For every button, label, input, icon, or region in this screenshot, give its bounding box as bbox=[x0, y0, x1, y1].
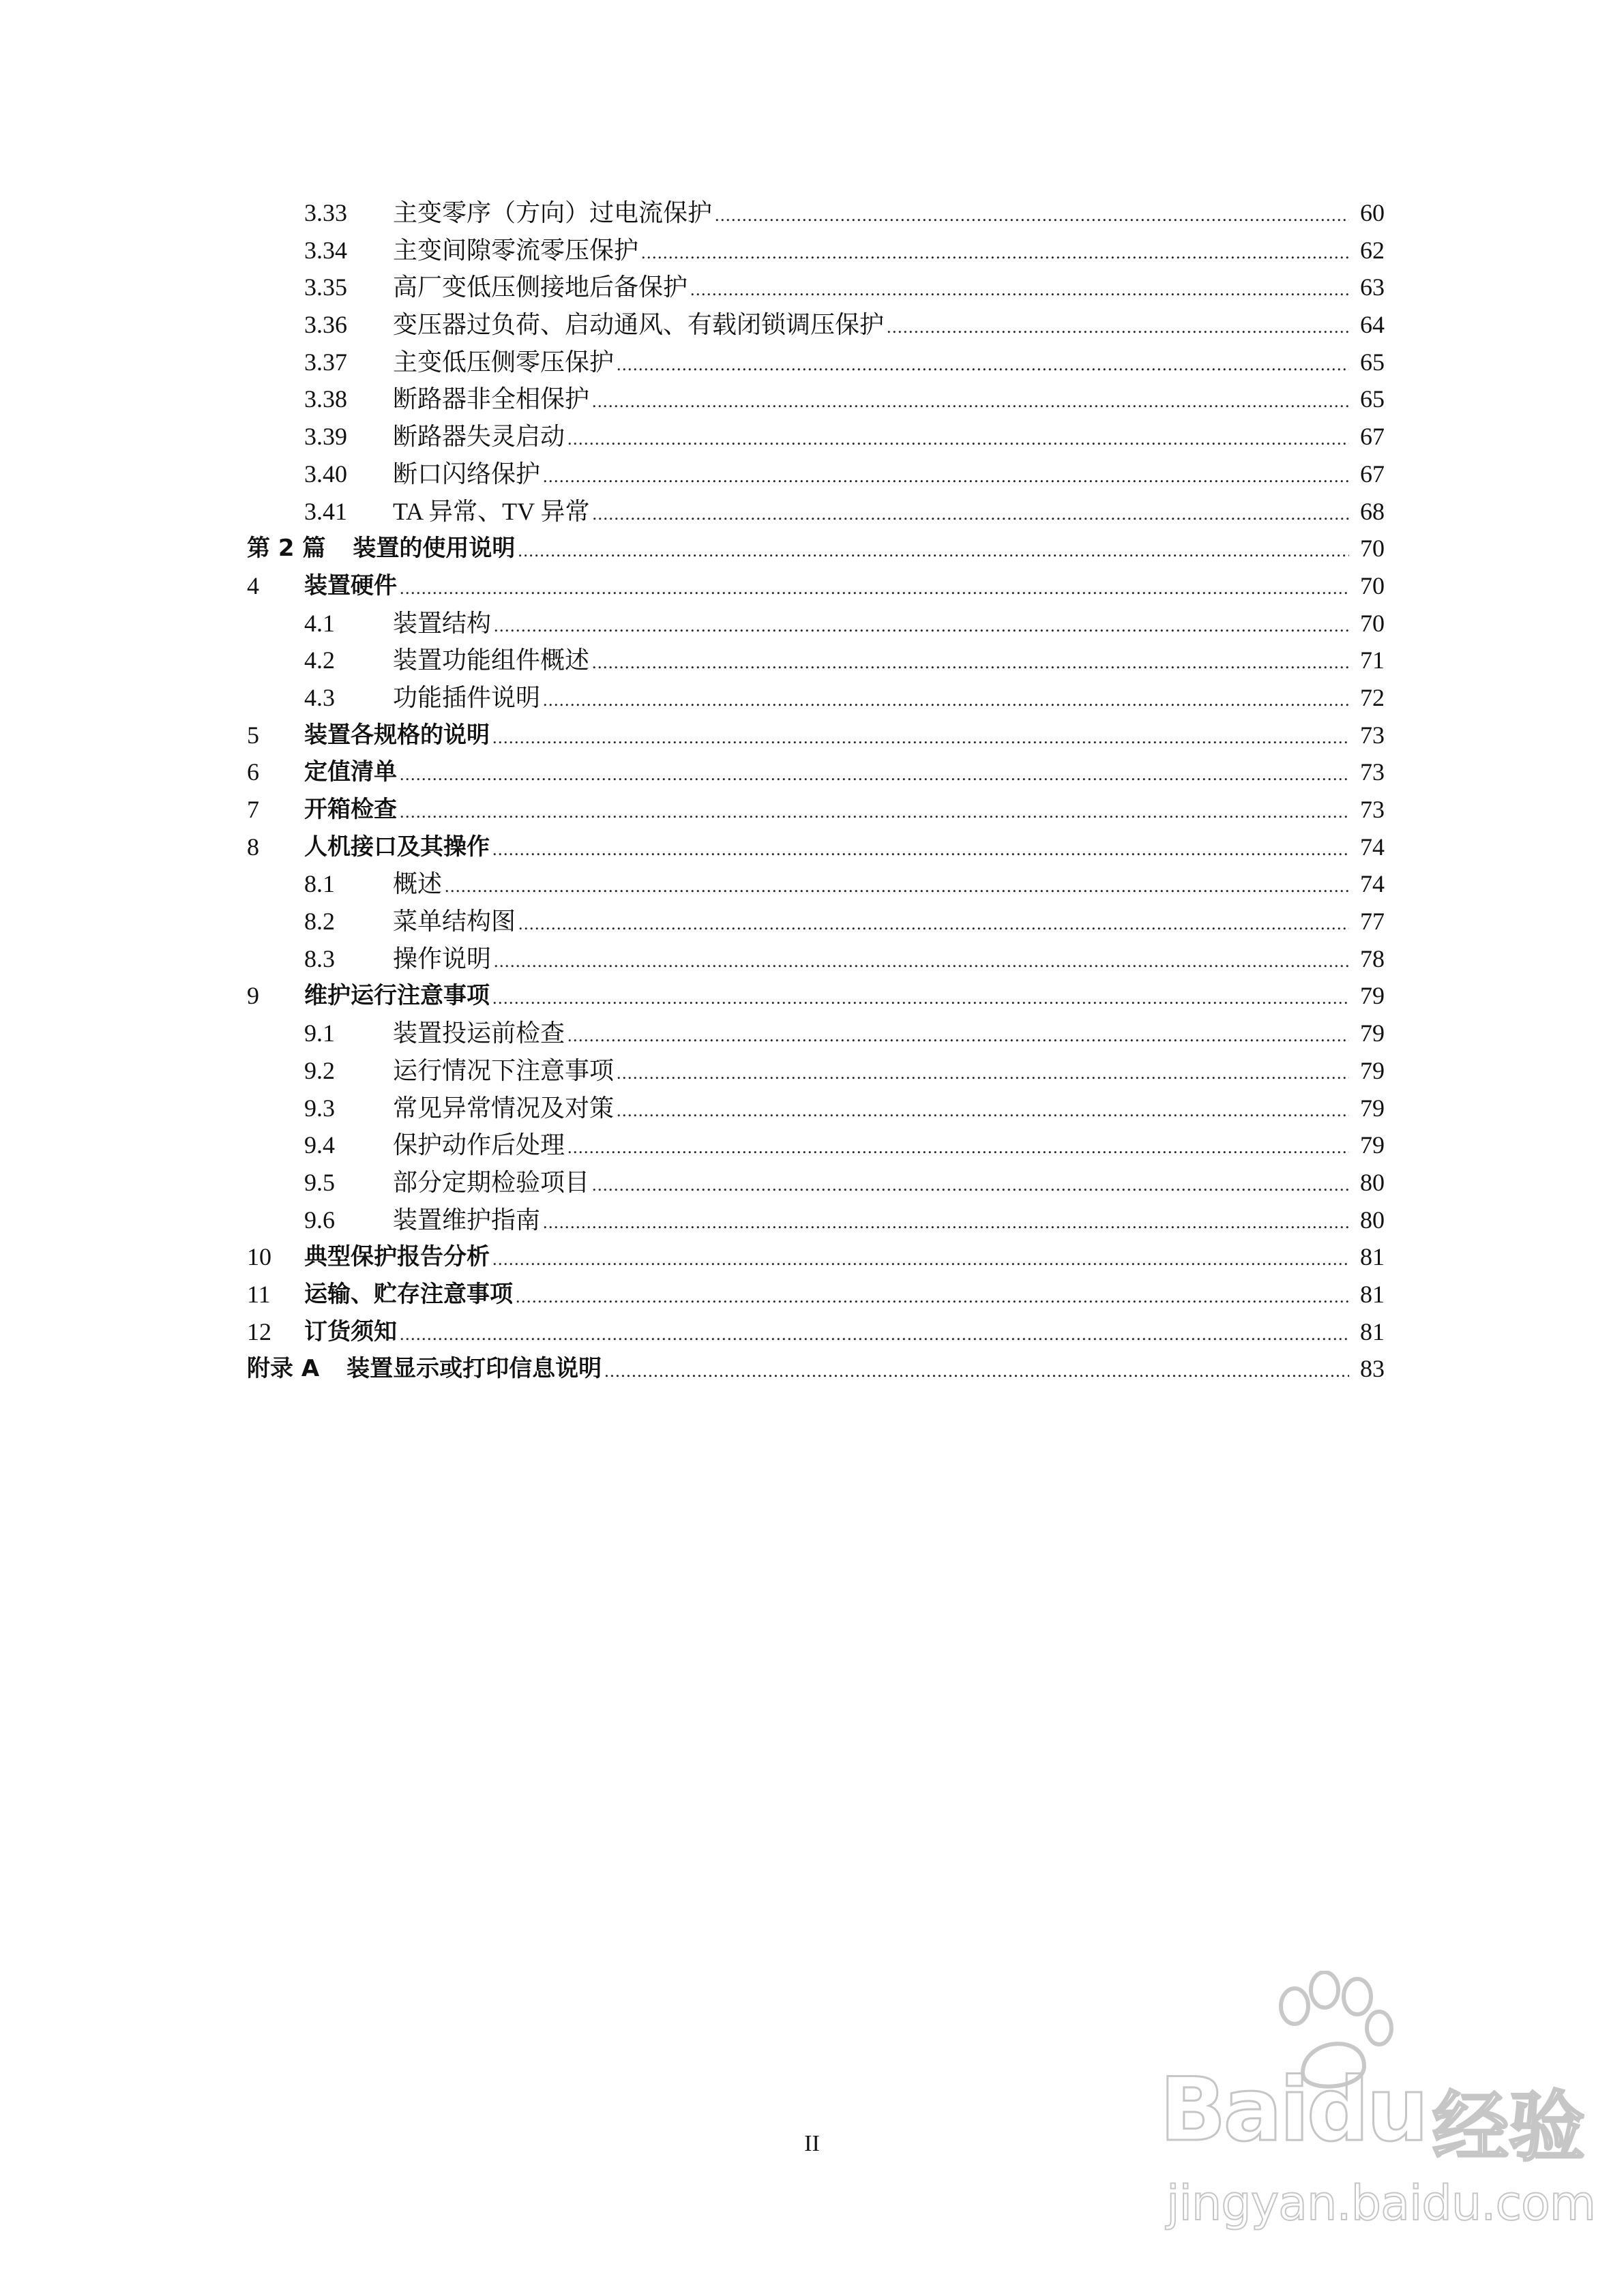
toc-entry bbox=[247, 418, 1385, 456]
toc-dot-leader bbox=[567, 1015, 1349, 1052]
toc-entry-number: 12 bbox=[247, 1317, 271, 1345]
toc-entry-page: 67 bbox=[1360, 460, 1385, 488]
toc-entry bbox=[247, 791, 1385, 829]
toc-dot-leader bbox=[567, 418, 1349, 456]
toc-entry-title: TA 异常、TV 异常 bbox=[393, 497, 590, 525]
toc-entry-number: 9.6 bbox=[304, 1206, 335, 1234]
toc-entry-page: 65 bbox=[1360, 348, 1385, 376]
toc-entry-title: 概述 bbox=[393, 870, 443, 898]
toc-dot-leader bbox=[887, 306, 1349, 344]
toc-entry-title: 典型保护报告分析 bbox=[304, 1243, 490, 1271]
toc-entry-title: 装置维护指南 bbox=[393, 1206, 541, 1234]
toc-entry-page: 73 bbox=[1360, 721, 1385, 749]
toc-entry-number: 9.3 bbox=[304, 1094, 335, 1122]
toc-dot-leader bbox=[604, 1350, 1349, 1388]
toc-dot-leader bbox=[567, 1127, 1349, 1164]
toc-entry-number: 9.5 bbox=[304, 1168, 335, 1196]
toc-dot-leader bbox=[592, 493, 1349, 531]
toc-entry bbox=[247, 567, 1385, 605]
toc-entry bbox=[247, 940, 1385, 978]
toc-dot-leader bbox=[400, 1313, 1349, 1351]
toc-entry bbox=[247, 829, 1385, 866]
toc-dot-leader bbox=[543, 456, 1349, 493]
watermark-url: jingyan.baidu.com bbox=[1166, 2175, 1595, 2231]
toc-dot-leader bbox=[690, 269, 1349, 306]
toc-entry bbox=[247, 232, 1385, 269]
toc-entry-page: 65 bbox=[1360, 385, 1385, 413]
toc-entry-title: 人机接口及其操作 bbox=[304, 833, 490, 861]
toc-entry-title: 变压器过负荷、启动通风、有载闭锁调压保护 bbox=[393, 311, 885, 339]
toc-entry bbox=[247, 381, 1385, 418]
toc-entry-page: 80 bbox=[1360, 1206, 1385, 1234]
toc-entry-number: 10 bbox=[247, 1243, 271, 1271]
toc-entry-number: 3.36 bbox=[304, 311, 347, 339]
toc-entry-title: 维护运行注意事项 bbox=[304, 982, 490, 1010]
toc-entry-title: 部分定期检验项目 bbox=[393, 1168, 590, 1196]
toc-entry-page: 79 bbox=[1360, 1094, 1385, 1122]
toc-entry-page: 73 bbox=[1360, 796, 1385, 823]
toc-entry-title: 高厂变低压侧接地后备保护 bbox=[393, 273, 688, 301]
toc-dot-leader bbox=[400, 791, 1349, 829]
toc-entry-title: 断路器失灵启动 bbox=[393, 423, 565, 451]
toc-entry-number: 3.38 bbox=[304, 385, 347, 413]
watermark-brand: Baidu bbox=[1160, 2059, 1426, 2161]
toc-entry-page: 70 bbox=[1360, 535, 1385, 563]
toc-entry-page: 81 bbox=[1360, 1317, 1385, 1345]
toc-dot-leader bbox=[592, 1164, 1349, 1202]
toc-entry-title: 订货须知 bbox=[304, 1317, 397, 1345]
toc-entry-page: 79 bbox=[1360, 1131, 1385, 1159]
toc-entry bbox=[247, 1202, 1385, 1239]
toc-entry-page: 74 bbox=[1360, 870, 1385, 898]
toc-entry bbox=[247, 493, 1385, 531]
toc-dot-leader bbox=[492, 977, 1349, 1015]
toc-entry bbox=[247, 194, 1385, 232]
toc-entry bbox=[247, 1015, 1385, 1052]
toc-entry-number: 附录 A bbox=[247, 1355, 320, 1383]
toc-entry-number: 3.39 bbox=[304, 423, 347, 451]
toc-entry bbox=[247, 977, 1385, 1015]
toc-entry bbox=[247, 530, 1385, 567]
toc-dot-leader bbox=[494, 940, 1349, 978]
table-of-contents bbox=[247, 194, 1385, 1388]
toc-entry-number: 6 bbox=[247, 758, 259, 786]
toc-entry-page: 79 bbox=[1360, 1056, 1385, 1084]
toc-dot-leader bbox=[400, 567, 1349, 605]
toc-entry-number: 8.3 bbox=[304, 944, 335, 972]
toc-dot-leader bbox=[445, 865, 1349, 903]
toc-entry-number: 8.1 bbox=[304, 870, 335, 898]
toc-dot-leader bbox=[494, 605, 1349, 642]
toc-entry-number: 8.2 bbox=[304, 908, 335, 936]
toc-entry-page: 81 bbox=[1360, 1243, 1385, 1271]
toc-entry-page: 70 bbox=[1360, 571, 1385, 599]
toc-entry-number: 7 bbox=[247, 796, 259, 823]
toc-entry bbox=[247, 1090, 1385, 1127]
toc-entry-number: 3.40 bbox=[304, 460, 347, 488]
toc-entry-title: 主变低压侧零压保护 bbox=[393, 348, 615, 376]
toc-entry-number: 3.37 bbox=[304, 348, 347, 376]
toc-entry-title: 断路器非全相保护 bbox=[393, 385, 590, 413]
toc-entry bbox=[247, 1052, 1385, 1090]
toc-entry-page: 72 bbox=[1360, 683, 1385, 711]
toc-dot-leader bbox=[592, 642, 1349, 679]
toc-entry bbox=[247, 1276, 1385, 1313]
toc-entry-page: 70 bbox=[1360, 609, 1385, 637]
toc-dot-leader bbox=[492, 1238, 1349, 1276]
toc-entry-title: 主变间隙零流零压保护 bbox=[393, 236, 639, 264]
toc-entry-title: 装置结构 bbox=[393, 609, 492, 637]
toc-dot-leader bbox=[492, 717, 1349, 754]
toc-dot-leader bbox=[715, 194, 1349, 232]
toc-entry-number: 3.41 bbox=[304, 497, 347, 525]
toc-entry-number: 4.2 bbox=[304, 646, 335, 674]
toc-dot-leader bbox=[516, 1276, 1349, 1313]
toc-entry-title: 装置硬件 bbox=[304, 571, 397, 599]
toc-entry-page: 62 bbox=[1360, 236, 1385, 264]
toc-entry-page: 77 bbox=[1360, 908, 1385, 936]
toc-entry bbox=[247, 1350, 1385, 1388]
toc-entry-number: 3.33 bbox=[304, 199, 347, 226]
toc-entry-number: 9 bbox=[247, 982, 259, 1010]
toc-entry bbox=[247, 679, 1385, 717]
toc-entry-title: 定值清单 bbox=[304, 758, 397, 786]
toc-entry-title: 运行情况下注意事项 bbox=[393, 1056, 615, 1084]
toc-entry-title: 常见异常情况及对策 bbox=[393, 1094, 615, 1122]
toc-entry-page: 78 bbox=[1360, 944, 1385, 972]
toc-entry-page: 74 bbox=[1360, 833, 1385, 861]
toc-entry-number: 9.4 bbox=[304, 1131, 335, 1159]
toc-entry bbox=[247, 1127, 1385, 1164]
toc-entry-number: 4.1 bbox=[304, 609, 335, 637]
toc-entry-page: 83 bbox=[1360, 1355, 1385, 1383]
toc-entry-number: 8 bbox=[247, 833, 259, 861]
toc-dot-leader bbox=[518, 903, 1349, 940]
toc-entry-number: 11 bbox=[247, 1280, 271, 1308]
toc-entry bbox=[247, 865, 1385, 903]
toc-entry-title: 菜单结构图 bbox=[393, 908, 516, 936]
toc-entry bbox=[247, 903, 1385, 940]
toc-entry bbox=[247, 642, 1385, 679]
toc-entry-title: 装置显示或打印信息说明 bbox=[346, 1355, 602, 1383]
toc-dot-leader bbox=[617, 1090, 1349, 1127]
toc-entry-title: 断口闪络保护 bbox=[393, 460, 541, 488]
toc-entry-title: 操作说明 bbox=[393, 944, 492, 972]
toc-entry-title: 装置功能组件概述 bbox=[393, 646, 590, 674]
toc-entry-page: 67 bbox=[1360, 423, 1385, 451]
toc-entry-title: 装置各规格的说明 bbox=[304, 721, 490, 749]
toc-entry-page: 80 bbox=[1360, 1168, 1385, 1196]
toc-entry-page: 60 bbox=[1360, 199, 1385, 226]
toc-entry bbox=[247, 1164, 1385, 1202]
baidu-jingyan-watermark bbox=[1160, 1971, 1596, 2257]
toc-entry-title: 装置投运前检查 bbox=[393, 1019, 565, 1047]
toc-entry-title: 主变零序（方向）过电流保护 bbox=[393, 199, 713, 226]
toc-dot-leader bbox=[492, 829, 1349, 866]
toc-entry-title: 保护动作后处理 bbox=[393, 1131, 565, 1159]
toc-entry-page: 81 bbox=[1360, 1280, 1385, 1308]
toc-entry-number: 9.1 bbox=[304, 1019, 335, 1047]
toc-dot-leader bbox=[400, 754, 1349, 791]
toc-entry bbox=[247, 1313, 1385, 1351]
toc-entry-number: 5 bbox=[247, 721, 259, 749]
toc-entry bbox=[247, 456, 1385, 493]
toc-entry-number: 4 bbox=[247, 571, 259, 599]
toc-dot-leader bbox=[617, 1052, 1349, 1090]
toc-dot-leader bbox=[592, 381, 1349, 418]
toc-entry-title: 运输、贮存注意事项 bbox=[304, 1280, 513, 1308]
toc-entry-number: 9.2 bbox=[304, 1056, 335, 1084]
toc-entry bbox=[247, 306, 1385, 344]
toc-entry-page: 64 bbox=[1360, 311, 1385, 339]
toc-entry-number: 4.3 bbox=[304, 683, 335, 711]
toc-entry-page: 68 bbox=[1360, 497, 1385, 525]
toc-entry-number: 第 2 篇 bbox=[247, 535, 326, 563]
page-number: II bbox=[804, 2131, 820, 2156]
toc-entry-number: 3.35 bbox=[304, 273, 347, 301]
toc-entry-page: 79 bbox=[1360, 1019, 1385, 1047]
toc-entry bbox=[247, 717, 1385, 754]
toc-entry-title: 装置的使用说明 bbox=[353, 535, 516, 563]
toc-entry-page: 73 bbox=[1360, 758, 1385, 786]
toc-entry bbox=[247, 344, 1385, 381]
toc-entry bbox=[247, 269, 1385, 306]
toc-entry bbox=[247, 605, 1385, 642]
toc-dot-leader bbox=[641, 232, 1349, 269]
toc-entry-title: 开箱检查 bbox=[304, 796, 397, 823]
toc-entry-page: 71 bbox=[1360, 646, 1385, 674]
toc-entry-page: 79 bbox=[1360, 982, 1385, 1010]
toc-entry-page: 63 bbox=[1360, 273, 1385, 301]
toc-dot-leader bbox=[543, 679, 1349, 717]
toc-dot-leader bbox=[543, 1202, 1349, 1239]
toc-entry bbox=[247, 754, 1385, 791]
toc-entry bbox=[247, 1238, 1385, 1276]
toc-entry-number: 3.34 bbox=[304, 236, 347, 264]
toc-entry-title: 功能插件说明 bbox=[393, 683, 541, 711]
watermark-brand-cn: 经验 bbox=[1432, 2083, 1585, 2172]
toc-dot-leader bbox=[518, 530, 1349, 567]
toc-dot-leader bbox=[617, 344, 1349, 381]
